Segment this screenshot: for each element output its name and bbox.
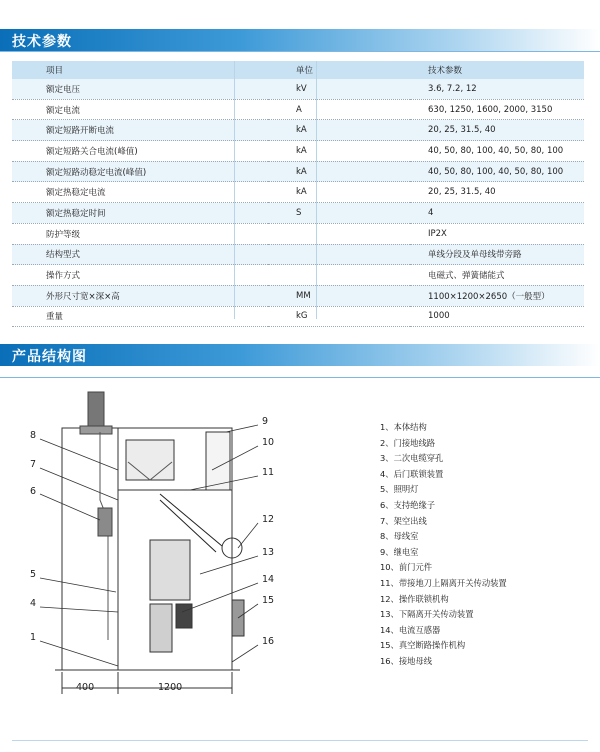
cell-unit: kV [268,79,410,99]
parts-list-item: 2、门接地线路 [380,437,436,448]
cell-item: 结构型式 [12,244,268,265]
busbar-compartment [126,440,174,480]
cell-unit: S [268,203,410,224]
dimension-1200: 1200 [158,682,183,693]
top-bushing-base [80,426,112,434]
callout-9: 9 [262,416,269,427]
cell-item: 外形尺寸宽×深×高 [12,285,268,306]
callout-5: 5 [30,569,37,580]
callout-14: 14 [262,574,275,585]
linkage-rod [160,494,222,546]
callout-1: 1 [30,632,37,643]
cell-value: 4 [410,203,584,224]
cell-value: IP2X [410,223,584,244]
cell-value: 20, 25, 31.5, 40 [410,182,584,203]
cell-unit: MM [268,285,410,306]
cell-item: 重量 [12,306,268,327]
parts-list-item: 10、前门元件 [380,562,433,573]
cell-value: 3.6, 7.2, 12 [410,79,584,99]
callout-7: 7 [30,459,37,470]
page-bottom-rule [12,740,588,741]
cell-item: 额定电压 [12,79,268,99]
dimension-400: 400 [76,682,95,693]
parts-list-item: 3、二次电缆穿孔 [380,453,444,464]
cell-value: 1000 [410,306,584,327]
cell-item: 防护等级 [12,223,268,244]
col-header-unit: 单位 [268,61,410,79]
parts-list-item: 8、母线室 [380,531,419,542]
cell-item: 额定电流 [12,99,268,120]
cell-item: 额定短路开断电流 [12,120,268,141]
col-header-item: 项目 [12,61,268,79]
cell-value: 40, 50, 80, 100, 40, 50, 80, 100 [410,161,584,182]
top-bushing [88,392,104,428]
parts-list-item: 9、继电室 [380,546,419,557]
cell-unit: kA [268,182,410,203]
callout-8: 8 [30,430,37,441]
col-header-value: 技术参数 [410,61,584,79]
parts-list-item: 4、后门联锁装置 [380,468,444,479]
vacuum-breaker [150,540,190,600]
tech-section-title: 技术参数 [12,34,72,50]
support-insulators [98,508,112,536]
callout-6: 6 [30,486,37,497]
structure-section-title: 产品结构图 [12,349,87,365]
parts-list-item: 14、电流互感器 [380,624,441,635]
cell-item: 操作方式 [12,265,268,286]
callout-16: 16 [262,636,275,647]
relay-compartment [206,432,230,490]
cell-item: 额定热稳定电流 [12,182,268,203]
parts-list-item: 11、带接地刀上隔离开关传动装置 [380,577,507,588]
parts-list-item: 7、架空出线 [380,515,427,526]
lower-switch [150,604,172,652]
parts-list-item: 1、本体结构 [380,422,427,432]
callout-10: 10 [262,437,275,448]
cell-value: 630, 1250, 1600, 2000, 3150 [410,99,584,120]
cabinet-rear-outline [62,428,118,670]
callout-15: 15 [262,595,275,606]
cell-unit: kA [268,141,410,162]
current-transformer [176,604,192,628]
parts-list-item: 13、下隔离开关传动装置 [380,609,474,620]
parts-list-item: 15、真空断路操作机构 [380,640,466,651]
cell-value: 20, 25, 31.5, 40 [410,120,584,141]
cell-value: 40, 50, 80, 100, 40, 50, 80, 100 [410,141,584,162]
cell-item: 额定短路动稳定电流(峰值) [12,161,268,182]
cell-item: 额定热稳定时间 [12,203,268,224]
callout-13: 13 [262,547,275,558]
parts-legend [380,420,507,670]
callout-11: 11 [262,467,275,478]
cell-unit: kA [268,120,410,141]
cell-value: 电磁式、弹簧储能式 [410,265,584,286]
cell-unit: A [268,99,410,120]
parts-list-item: 16、接地母线 [380,655,433,666]
cell-unit: kG [268,306,410,327]
parts-list-item: 5、照明灯 [380,484,419,495]
cell-unit: kA [268,161,410,182]
callout-4: 4 [30,598,37,609]
callout-12: 12 [262,514,275,525]
cell-value: 单线分段及单母线带旁路 [410,244,584,265]
cell-value: 1100×1200×2650（一般型） [410,285,584,306]
cell-item: 额定短路关合电流(峰值) [12,141,268,162]
parts-list-item: 12、操作联锁机构 [380,593,449,604]
parts-list-item: 6、支持绝缘子 [380,499,436,510]
